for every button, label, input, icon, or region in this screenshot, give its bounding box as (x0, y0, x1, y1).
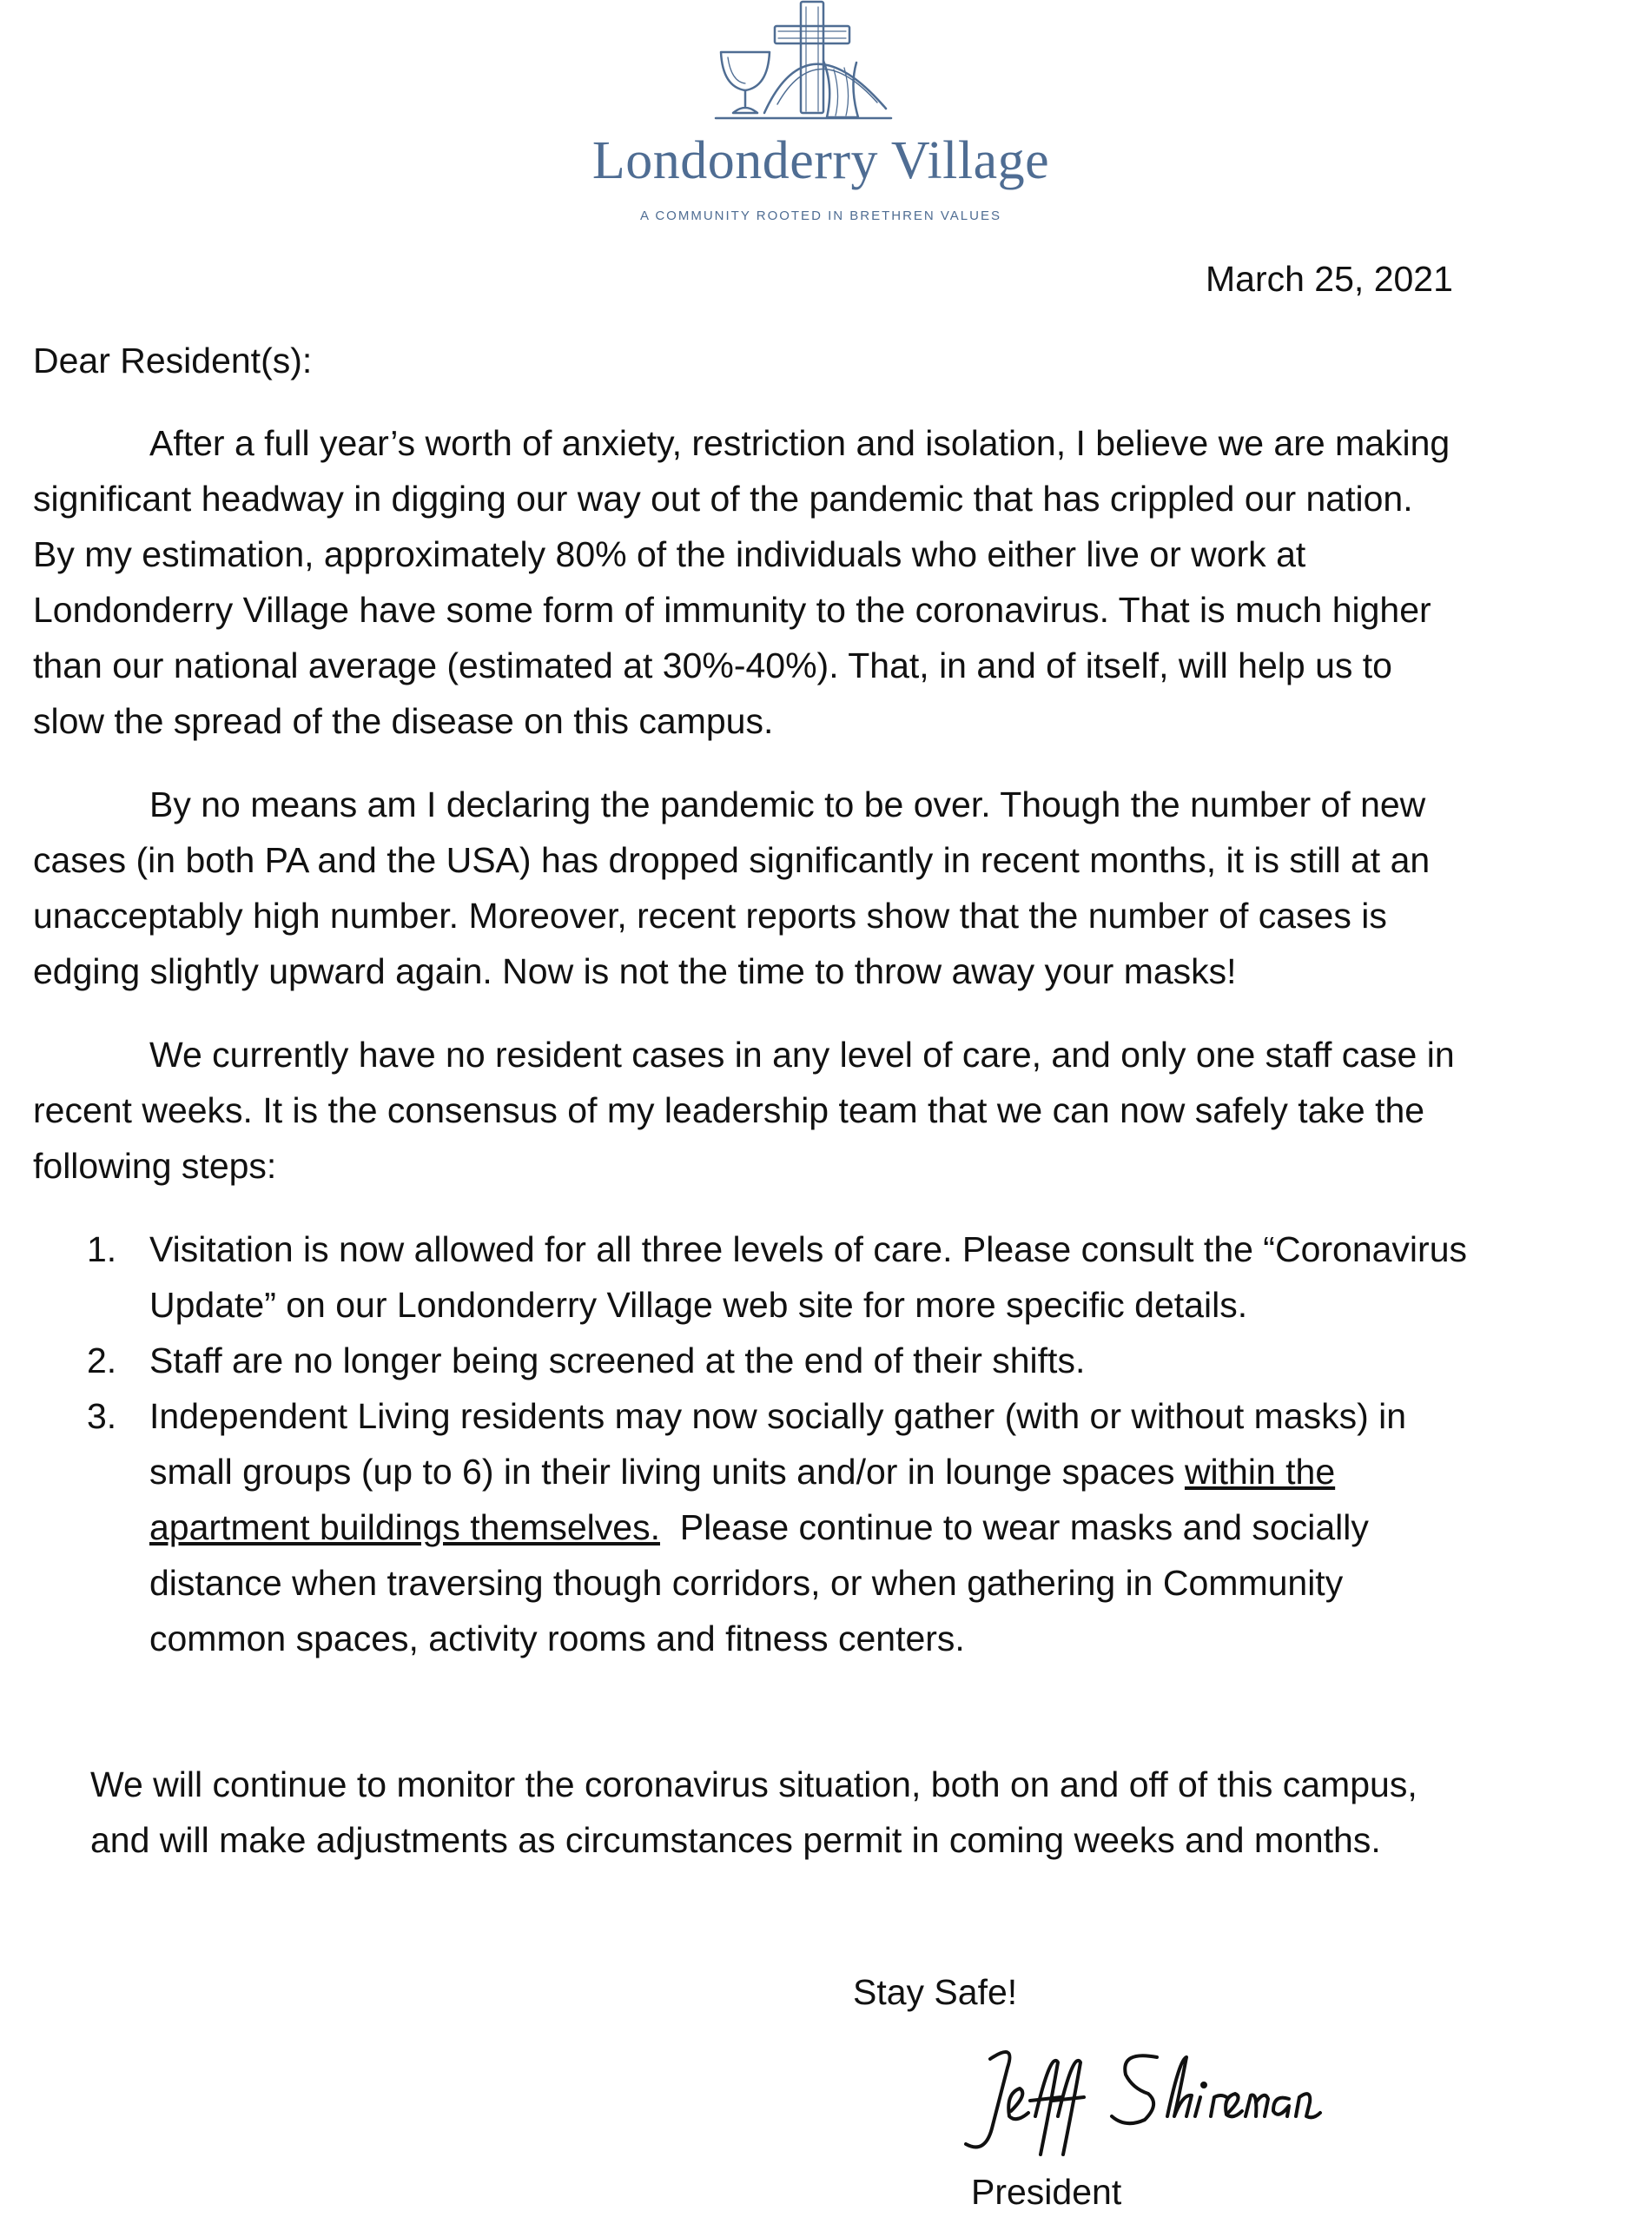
paragraph-line: recent weeks. It is the consensus of my leadership team that we can now safely take the (33, 1090, 1425, 1130)
step-line (149, 1499, 1616, 1555)
step-number: 2. (87, 1340, 117, 1380)
list-item (87, 1221, 1616, 1333)
underlined-text: apartment buildings themselves. (149, 1507, 660, 1547)
closing-line: We will continue to monitor the coronavirus situation, both on and off of this campus, (90, 1764, 1417, 1804)
paragraph-line: significant headway in digging our way out of the pandemic that has crippled our nation. (33, 479, 1413, 519)
list-item (87, 1333, 1616, 1388)
paragraph-current-status (33, 1027, 1622, 1194)
step-line: Visitation is now allowed for all three levels of care. Please consult the “Coronavirus (149, 1229, 1467, 1269)
step-line: Staff are no longer being screened at the end of their shifts. (149, 1340, 1086, 1380)
paragraph-line: By my estimation, approximately 80% of the individuals who either live or work at (33, 534, 1306, 574)
step-number: 1. (87, 1229, 117, 1269)
step-line: common spaces, activity rooms and fitness centers. (149, 1618, 965, 1658)
cross-and-chalice-icon (712, 0, 895, 135)
signer-title: President (971, 2172, 1122, 2212)
paragraph-pandemic-not-over (33, 777, 1622, 999)
step-line: Independent Living residents may now socially gather (with or without masks) in (149, 1396, 1407, 1436)
step-number: 3. (87, 1396, 117, 1436)
paragraph-line: Londonderry Village have some form of immunity to the coronavirus. That is much higher (33, 590, 1431, 630)
step-line: distance when traversing though corridors, or when gathering in Community (149, 1563, 1344, 1603)
list-item (87, 1388, 1616, 1666)
salutation: Dear Resident(s): (33, 341, 313, 381)
paragraph-immunity (33, 415, 1622, 749)
step-line: Update” on our Londonderry Village web site for more specific details. (149, 1285, 1248, 1325)
step-text: small groups (up to 6) in their living units and/or in lounge spaces (149, 1452, 1185, 1492)
paragraph-line: By no means am I declaring the pandemic to be over. Though the number of new (149, 784, 1426, 824)
step-text: Please continue to wear masks and socially (659, 1507, 1369, 1547)
steps-list (87, 1221, 1616, 1666)
paragraph-line: than our national average (estimated at 30%-40%). That, in and of itself, will help us to (33, 645, 1392, 685)
paragraph-line: After a full year’s worth of anxiety, restriction and isolation, I believe we are making (149, 423, 1450, 463)
sign-off: Stay Safe! (853, 1972, 1018, 2012)
paragraph-line: cases (in both PA and the USA) has dropped significantly in recent months, it is still at an (33, 840, 1431, 880)
paragraph-line: unacceptably high number. Moreover, recent reports show that the number of cases is (33, 896, 1387, 936)
letter-date: March 25, 2021 (1206, 259, 1453, 299)
paragraph-line: edging slightly upward again. Now is not the time to throw away your masks! (33, 951, 1237, 991)
org-tagline: A COMMUNITY ROOTED IN BRETHREN VALUES (640, 208, 1001, 223)
step-line (149, 1444, 1616, 1499)
org-name: Londonderry Village (591, 131, 1050, 190)
paragraph-line: We currently have no resident cases in any level of care, and only one staff case in (149, 1035, 1455, 1075)
paragraph-line: slow the spread of the disease on this campus. (33, 701, 774, 741)
underlined-text: within the (1184, 1452, 1336, 1492)
paragraph-line: following steps: (33, 1146, 277, 1186)
closing-line: and will make adjustments as circumstances permit in coming weeks and months. (90, 1820, 1381, 1860)
letterhead (0, 0, 1652, 235)
closing-paragraph (90, 1757, 1619, 1868)
signature (955, 2033, 1329, 2163)
